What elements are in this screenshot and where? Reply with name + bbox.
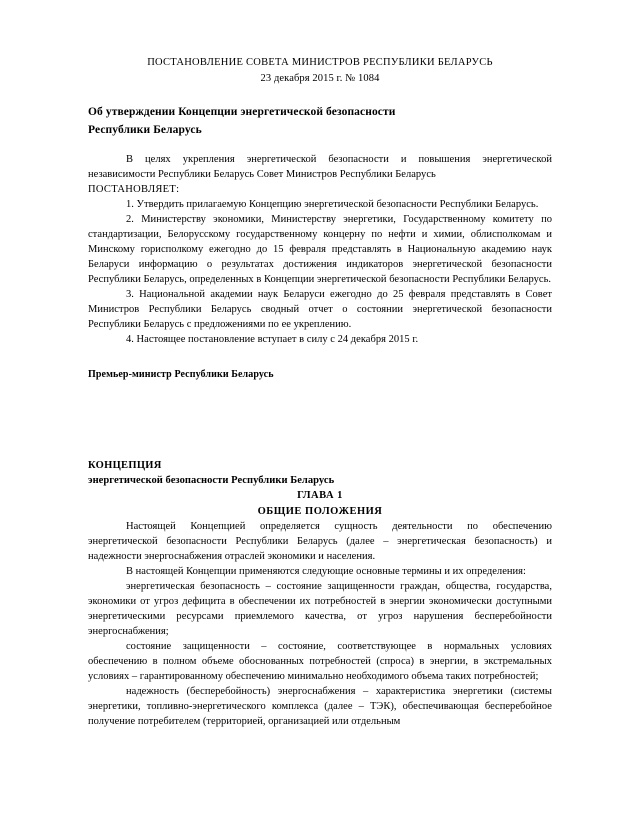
concept-subtitle: энергетической безопасности Республики Беларусь	[88, 475, 335, 487]
preamble-paragraph: В целях укрепления энергетической безопасности и повышения энергетической независимости Республики Беларусь Совет Министров Республики Беларусь	[88, 153, 552, 180]
signature-line: Премьер-министр Республики Беларусь	[88, 368, 274, 380]
resolves-keyword: ПОСТАНОВЛЯЕТ:	[88, 183, 180, 195]
concept-paragraph-1: Настоящей Концепцией определяется сущность деятельности по обеспечению энергетической безопасности Республики Беларусь (далее – энергетическая безопасность) и надежности энергоснабжения отраслей экономики и населения.	[88, 520, 552, 562]
decree-item-2: 2. Министерству экономики, Министерству энергетики, Государственному комитету по стандартизации, Белорусскому государственному концерну по нефти и химии, облисполкомам и Минскому горисполкому ежегодно до 15 февраля представлять в Национальную академию наук Беларуси информацию о результатах достижения индикаторов энергетической безопасности Республики Беларусь, определенных в Концепции энергетической безопасности Республики Беларусь.	[88, 213, 552, 285]
act-title	[88, 104, 552, 139]
concept-section	[88, 458, 552, 729]
act-title-line-1: Об утверждении Концепции энергетической безопасности	[88, 106, 396, 119]
term-definition-protection-state: состояние защищенности – состояние, соответствующее в нормальных условиях обеспечению в полном объеме обоснованных потребностей (спроса) в энергии, в экстремальных условиях – гарантированному обеспечению минимально необходимого объема таких потребностей;	[88, 640, 552, 682]
act-title-line-2: Республики Беларусь	[88, 123, 202, 136]
decree-authority-line: ПОСТАНОВЛЕНИЕ СОВЕТА МИНИСТРОВ РЕСПУБЛИКИ БЕЛАРУСЬ	[147, 57, 493, 68]
concept-paragraph-2: В настоящей Концепции применяются следующие основные термины и их определения:	[126, 565, 526, 577]
decree-item-1: 1. Утвердить прилагаемую Концепцию энергетической безопасности Республики Беларусь.	[126, 198, 539, 210]
term-definition-supply-reliability: надежность (бесперебойность) энергоснабжения – характеристика энергетики (системы энергетики, топливно-энергетического комплекса (далее – ТЭК), обеспечивающая бесперебойное получение потребителем (территорией, организацией или отдельным	[88, 685, 552, 727]
decree-body	[88, 152, 552, 347]
concept-title: КОНЦЕПЦИЯ	[88, 459, 162, 471]
decree-item-4: 4. Настоящее постановление вступает в силу с 24 декабря 2015 г.	[126, 333, 419, 345]
chapter-name: ОБЩИЕ ПОЛОЖЕНИЯ	[257, 505, 383, 517]
decree-date-number-line: 23 декабря 2015 г. № 1084	[260, 73, 380, 85]
term-definition-energy-security: энергетическая безопасность – состояние защищенности граждан, общества, государства, экономики от угроз дефицита в обеспечении их потребностей в энергии экономически доступными энергетическими ресурсами приемлемого качества, от угроз нарушения бесперебойности энергоснабжения;	[88, 580, 552, 637]
document-header	[88, 56, 552, 86]
decree-item-3: 3. Национальной академии наук Беларуси ежегодно до 25 февраля представлять в Совет Министров Республики Беларусь сводный отчет о состоянии энергетической безопасности Республики Беларусь с предложениями по ее укреплению.	[88, 288, 552, 330]
chapter-number: ГЛАВА 1	[297, 490, 343, 502]
